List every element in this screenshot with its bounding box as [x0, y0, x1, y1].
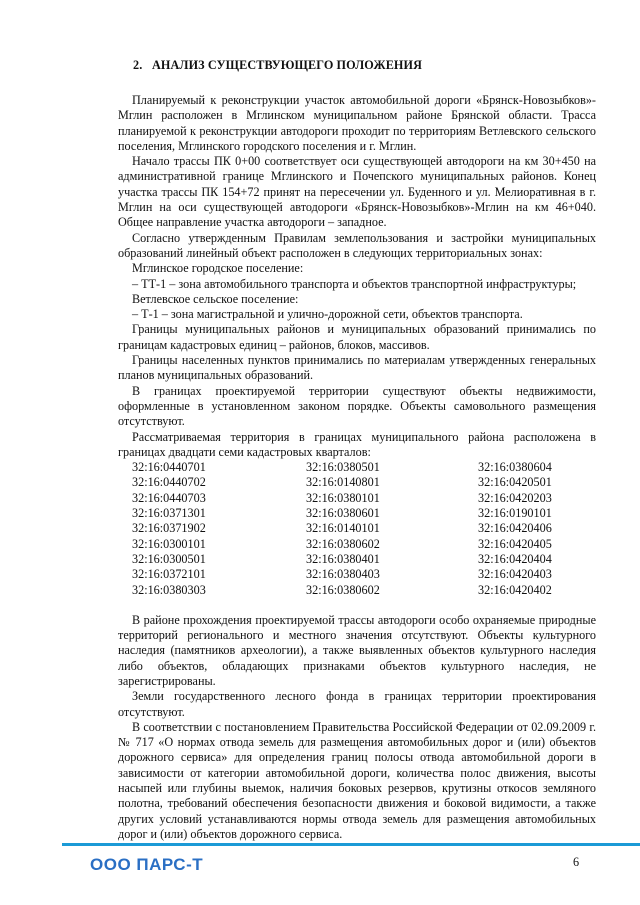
paragraph: Границы муниципальных районов и муниципальных образований принимались по границам кадастровых единиц – районов, блоков, массивов.	[118, 322, 596, 352]
cadastral-quarter: 32:16:0440703	[132, 490, 206, 505]
cadastral-quarter: 32:16:0380602	[306, 582, 380, 597]
section-number: 2.	[133, 58, 143, 72]
cadastral-quarters-list	[132, 460, 596, 598]
cadastral-quarter: 32:16:0380501	[306, 460, 380, 475]
cadastral-quarter: 32:16:0140101	[306, 521, 380, 536]
paragraph: В границах проектируемой территории существуют объекты недвижимости, оформленные в установленном законом порядке. Объекты самовольного размещения отсутствуют.	[118, 383, 596, 429]
cadastral-quarter: 32:16:0420402	[478, 582, 552, 597]
cadastral-quarter: 32:16:0380601	[306, 506, 380, 521]
cadastral-quarter: 32:16:0440702	[132, 475, 206, 490]
cadastral-quarter: 32:16:0380602	[306, 536, 380, 551]
cadastral-quarter: 32:16:0380401	[306, 551, 380, 566]
cadastral-quarter: 32:16:0420406	[478, 521, 552, 536]
paragraph: В соответствии с постановлением Правительства Российской Федерации от 02.09.2009 г. № 717 «О нормах отвода земель для размещения автомобильных дорог и (или) объектов дорожного сервиса» для определения границ полосы отвода автомобильной дороги в зависимости от категории автомобильной дороги, количества полос движения, высоты насыпей или глубины выемок, наличия боковых резервов, крутизны откосов земляного полотна, требований обеспечения безопасности движения и боковой видимости, а также других условий устанавливаются нормы отвода земель для размещения автомобильных дорог и (или) объектов дорожного сервиса.	[118, 719, 596, 841]
paragraph: Границы населенных пунктов принимались по материалам утвержденных генеральных планов муниципальных образований.	[118, 353, 596, 383]
company-logo: ООО ПАРС-Т	[90, 855, 204, 874]
paragraph: – ТТ-1 – зона автомобильного транспорта и объектов транспортной инфраструктуры;	[132, 276, 577, 291]
cadastral-quarter: 32:16:0371902	[132, 521, 206, 536]
section-heading	[133, 58, 596, 73]
cadastral-quarter: 32:16:0380604	[478, 460, 552, 475]
paragraphs-bottom	[118, 613, 596, 842]
paragraph: Согласно утвержденным Правилам землепользования и застройки муниципальных образований линейный объект расположен в следующих территориальных зонах:	[118, 230, 596, 260]
paragraph: Земли государственного лесного фонда в границах территории проектирования отсутствуют.	[118, 689, 596, 719]
cadastral-quarter: 32:16:0140801	[306, 475, 380, 490]
paragraph: Начало трассы ПК 0+00 соответствует оси существующей автодороги на км 30+450 на административной границе Мглинского и Почепского муниципальных районов. Конец участка трассы ПК 154+72 принят на пересечении ул. Буденного и ул. Мелиоративная в г. Мглин на оси существующей автодороги «Брянск-Новозыбков»-Мглин на км 46+040. Общее направление участка автодороги – западное.	[118, 154, 596, 230]
paragraph: В районе прохождения проектируемой трассы автодороги особо охраняемые природные территорий регионального и местного значения отсутствуют. Объекты культурного наследия (памятников археологии), а также выявленных объектов культурного наследия либо объектов, обладающих признаками объектов культурного наследия, не зарегистрированы.	[118, 612, 596, 688]
paragraphs-top	[118, 93, 596, 460]
cadastral-quarter: 32:16:0380101	[306, 490, 380, 505]
cadastral-quarter: 32:16:0440701	[132, 460, 206, 475]
paragraph: Рассматриваемая территория в границах муниципального района расположена в границах двадцати семи кадастровых кварталов:	[118, 429, 596, 459]
cadastral-quarter: 32:16:0420403	[478, 567, 552, 582]
cadastral-quarter: 32:16:0380303	[132, 582, 206, 597]
cadastral-quarter: 32:16:0300501	[132, 551, 206, 566]
paragraph: Планируемый к реконструкции участок автомобильной дороги «Брянск-Новозыбков»-Мглин расположен в Мглинском муниципальном районе Брянской области. Трасса планируемой к реконструкции автодороги проходит по территориям Ветлевского сельского поселения, Мглинского городского поселения и г. Мглин.	[118, 93, 596, 153]
document-page	[118, 58, 596, 842]
cadastral-quarter: 32:16:0420404	[478, 551, 552, 566]
paragraph: Ветлевское сельское поселение:	[132, 291, 299, 306]
paragraph: Мглинское городское поселение:	[132, 261, 304, 276]
cadastral-quarter: 32:16:0190101	[478, 506, 552, 521]
paragraph: – Т-1 – зона магистральной и улично-дорожной сети, объектов транспорта.	[132, 307, 523, 322]
cadastral-quarter: 32:16:0372101	[132, 567, 206, 582]
cadastral-quarter: 32:16:0380403	[306, 567, 380, 582]
cadastral-quarter: 32:16:0371301	[132, 506, 206, 521]
cadastral-quarter: 32:16:0420501	[478, 475, 552, 490]
cadastral-quarter: 32:16:0300101	[132, 536, 206, 551]
page-number: 6	[573, 855, 580, 869]
section-title: АНАЛИЗ СУЩЕСТВУЮЩЕГО ПОЛОЖЕНИЯ	[152, 58, 422, 72]
cadastral-quarter: 32:16:0420405	[478, 536, 552, 551]
footer-divider	[62, 843, 640, 846]
cadastral-quarter: 32:16:0420203	[478, 490, 552, 505]
